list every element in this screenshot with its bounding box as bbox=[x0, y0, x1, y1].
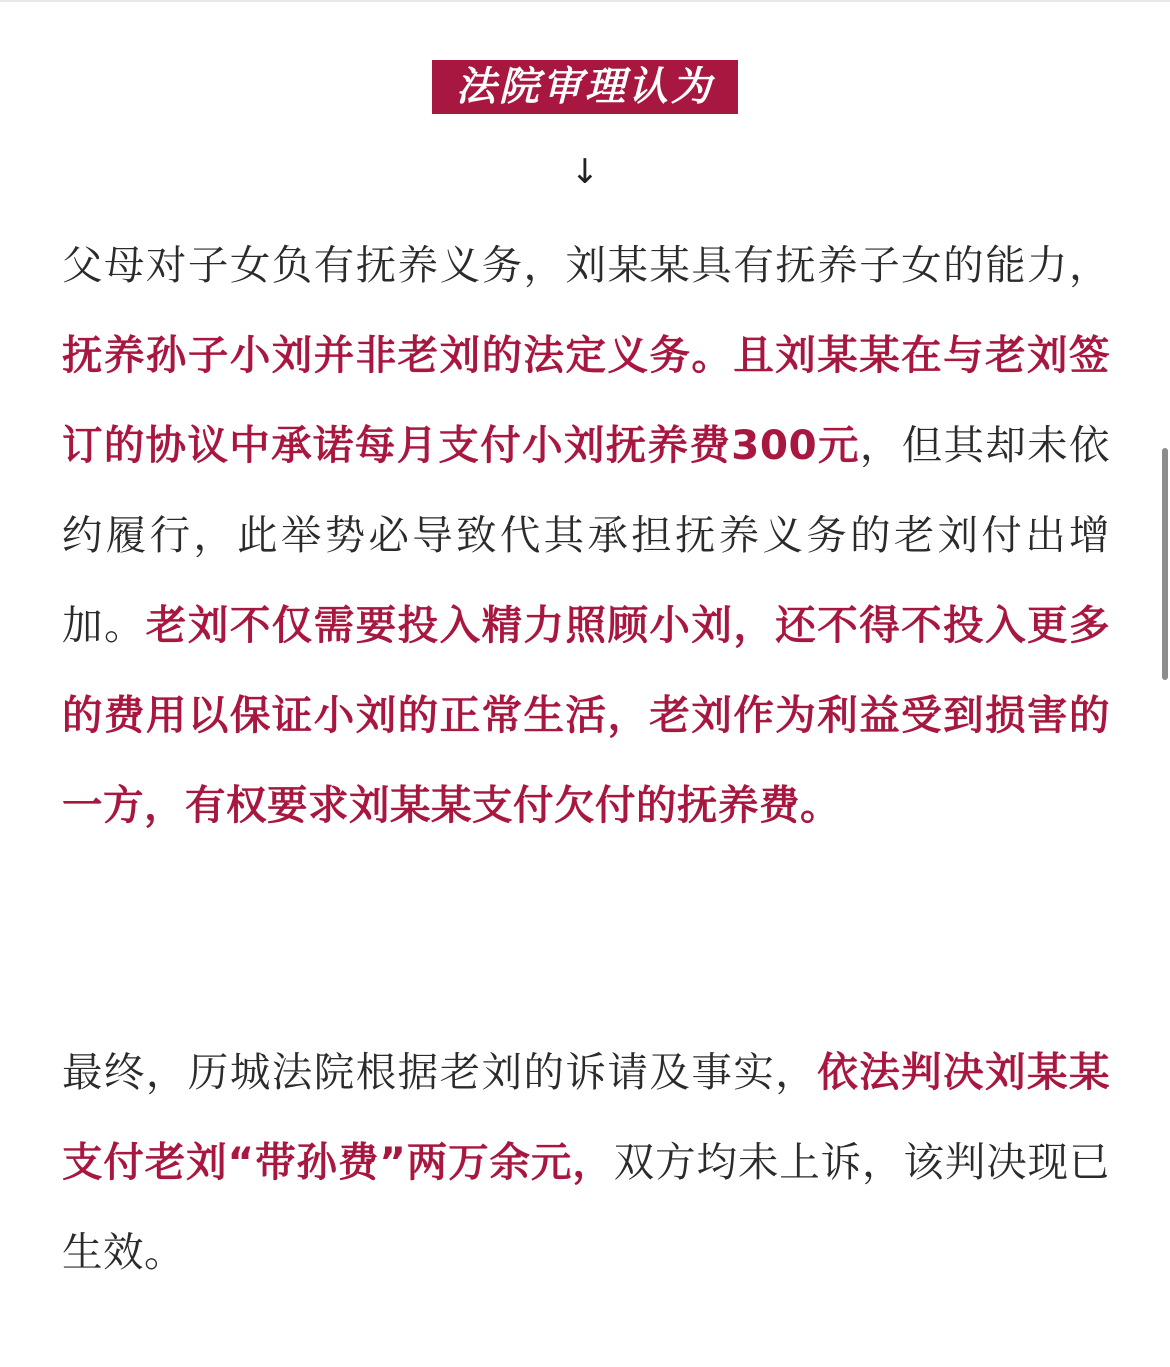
reasoning-highlight-2: 老刘不仅需要投入精力照顾小刘，还不得不投入更多的费用以保证小刘的正常生活，老刘作为利益受到损害的一方，有权要求刘某某支付欠付的抚养费。 bbox=[62, 601, 1111, 829]
down-arrow-icon: ↓ bbox=[570, 152, 600, 192]
verdict-paragraph bbox=[62, 1027, 1110, 1297]
reasoning-text-2: ，但其却未依约履行，此举势必导致代其承担抚养义务的老刘付出增加。 bbox=[62, 421, 1110, 649]
section-heading bbox=[0, 60, 1170, 114]
verdict-text-2: 双方均未上诉，该判决现已生效。 bbox=[62, 1138, 1110, 1276]
reasoning-highlight-1: 抚养孙子小刘并非老刘的法定义务。且刘某某在与老刘签订的协议中承诺每月支付小刘抚养费300元 bbox=[62, 331, 1110, 469]
heading-badge: 法院审理认为 bbox=[432, 60, 738, 114]
verdict-text-1: 最终，历城法院根据老刘的诉请及事实， bbox=[62, 1048, 818, 1096]
reasoning-text-1: 父母对子女负有抚养义务，刘某某具有抚养子女的能力， bbox=[62, 241, 1110, 289]
verdict-highlight: 依法判决刘某某支付老刘“带孙费”两万余元， bbox=[62, 1048, 1110, 1186]
scrollbar-thumb[interactable] bbox=[1162, 448, 1168, 680]
top-divider bbox=[0, 0, 1170, 2]
court-reasoning-paragraph bbox=[62, 220, 1110, 850]
